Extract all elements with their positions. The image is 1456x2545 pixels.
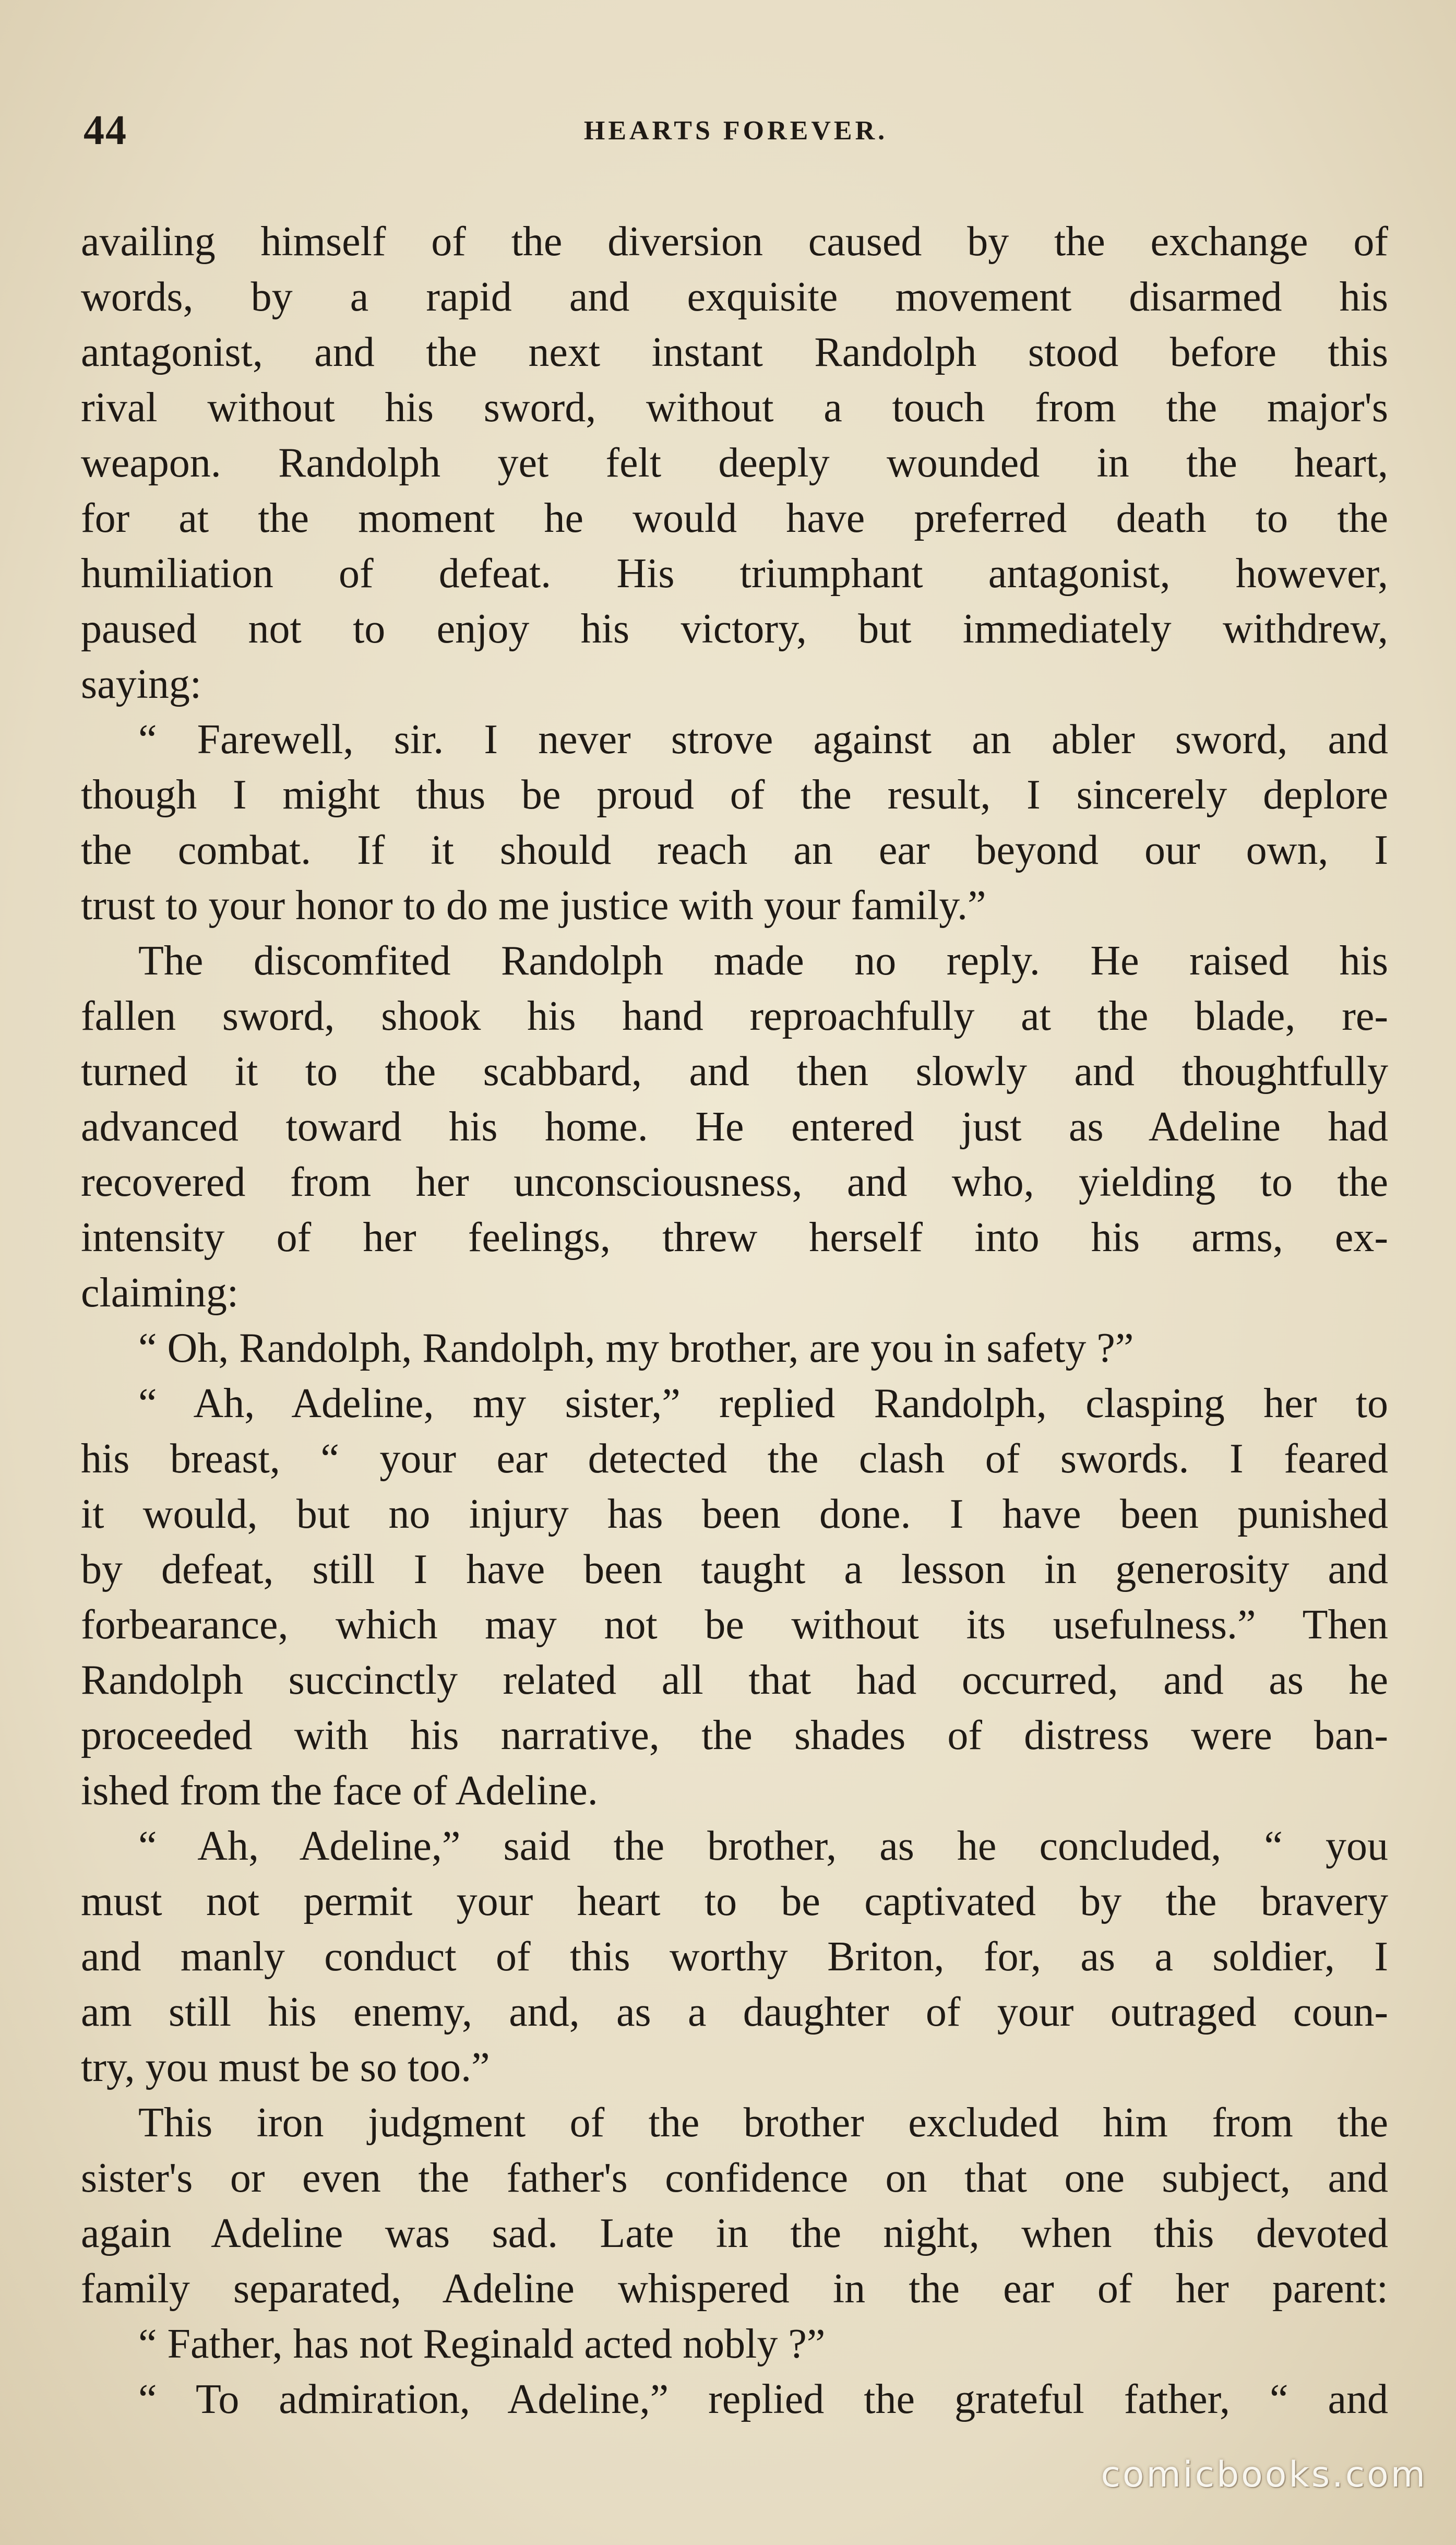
text-line: antagonist, and the next instant Randolph stood before this: [81, 329, 1388, 375]
text-line: weapon. Randolph yet felt deeply wounded in the heart,: [81, 440, 1388, 486]
text-line: again Adeline was sad. Late in the night, when this devoted: [81, 2210, 1388, 2256]
text-line: sister's or even the father's confidence on that one subject, and: [81, 2155, 1388, 2201]
text-line: proceeded with his narrative, the shades of distress were ban-: [81, 1712, 1388, 1758]
text-line: try, you must be so too.”: [81, 2044, 490, 2090]
text-line: “ Father, has not Reginald acted nobly ?”: [138, 2321, 826, 2367]
text-line: forbearance, which may not be without its usefulness.” Then: [81, 1602, 1388, 1648]
page-header: [83, 107, 1388, 164]
text-line: recovered from her unconsciousness, and who, yielding to the: [81, 1159, 1388, 1205]
text-line: “ Ah, Adeline, my sister,” replied Randolph, clasping her to: [138, 1381, 1388, 1426]
text-line: family separated, Adeline whispered in the ear of her parent:: [81, 2266, 1388, 2312]
body-text: [81, 214, 1388, 2427]
text-line: it would, but no injury has been done. I have been punished: [81, 1491, 1388, 1537]
text-line: Randolph succinctly related all that had occurred, and as he: [81, 1657, 1388, 1703]
text-line: his breast, “ your ear detected the clash of swords. I feared: [81, 1436, 1388, 1482]
text-line: intensity of her feelings, threw herself into his arms, ex-: [81, 1215, 1388, 1260]
text-line: “ To admiration, Adeline,” replied the grateful father, “ and: [138, 2376, 1388, 2422]
text-line: and manly conduct of this worthy Briton, for, as a soldier, I: [81, 1934, 1388, 1980]
text-line: by defeat, still I have been taught a lesson in generosity and: [81, 1547, 1388, 1592]
text-line: ished from the face of Adeline.: [81, 1768, 598, 1814]
watermark: comicbooks.com: [1101, 2454, 1427, 2495]
text-line: availing himself of the diversion caused by the exchange of: [81, 219, 1388, 265]
text-line: “ Farewell, sir. I never strove against an abler sword, and: [138, 717, 1388, 763]
text-line: fallen sword, shook his hand reproachfully at the blade, re-: [81, 993, 1388, 1039]
text-line: words, by a rapid and exquisite movement disarmed his: [81, 274, 1388, 320]
text-line: This iron judgment of the brother excluded him from the: [138, 2100, 1388, 2146]
text-line: rival without his sword, without a touch from the major's: [81, 385, 1388, 431]
text-line: “ Ah, Adeline,” said the brother, as he concluded, “ you: [138, 1823, 1388, 1869]
text-line: humiliation of defeat. His triumphant antagonist, however,: [81, 551, 1388, 597]
text-line: saying:: [81, 661, 202, 707]
text-line: paused not to enjoy his victory, but immediately withdrew,: [81, 606, 1388, 652]
text-line: turned it to the scabbard, and then slowly and thoughtfully: [81, 1049, 1388, 1095]
text-line: for at the moment he would have preferred death to the: [81, 495, 1388, 541]
text-line: the combat. If it should reach an ear beyond our own, I: [81, 827, 1388, 873]
page-number: 44: [83, 108, 127, 153]
text-line: claiming:: [81, 1270, 239, 1316]
running-head: HEARTS FOREVER.: [583, 116, 888, 146]
text-line: “ Oh, Randolph, Randolph, my brother, are you in safety ?”: [138, 1325, 1134, 1371]
text-line: The discomfited Randolph made no reply. He raised his: [138, 938, 1388, 984]
text-line: trust to your honor to do me justice with your family.”: [81, 883, 986, 929]
text-line: am still his enemy, and, as a daughter of your outraged coun-: [81, 1989, 1388, 2035]
text-line: though I might thus be proud of the result, I sincerely deplore: [81, 772, 1388, 818]
text-line: advanced toward his home. He entered just as Adeline had: [81, 1104, 1388, 1150]
text-line: must not permit your heart to be captivated by the bravery: [81, 1878, 1388, 1924]
